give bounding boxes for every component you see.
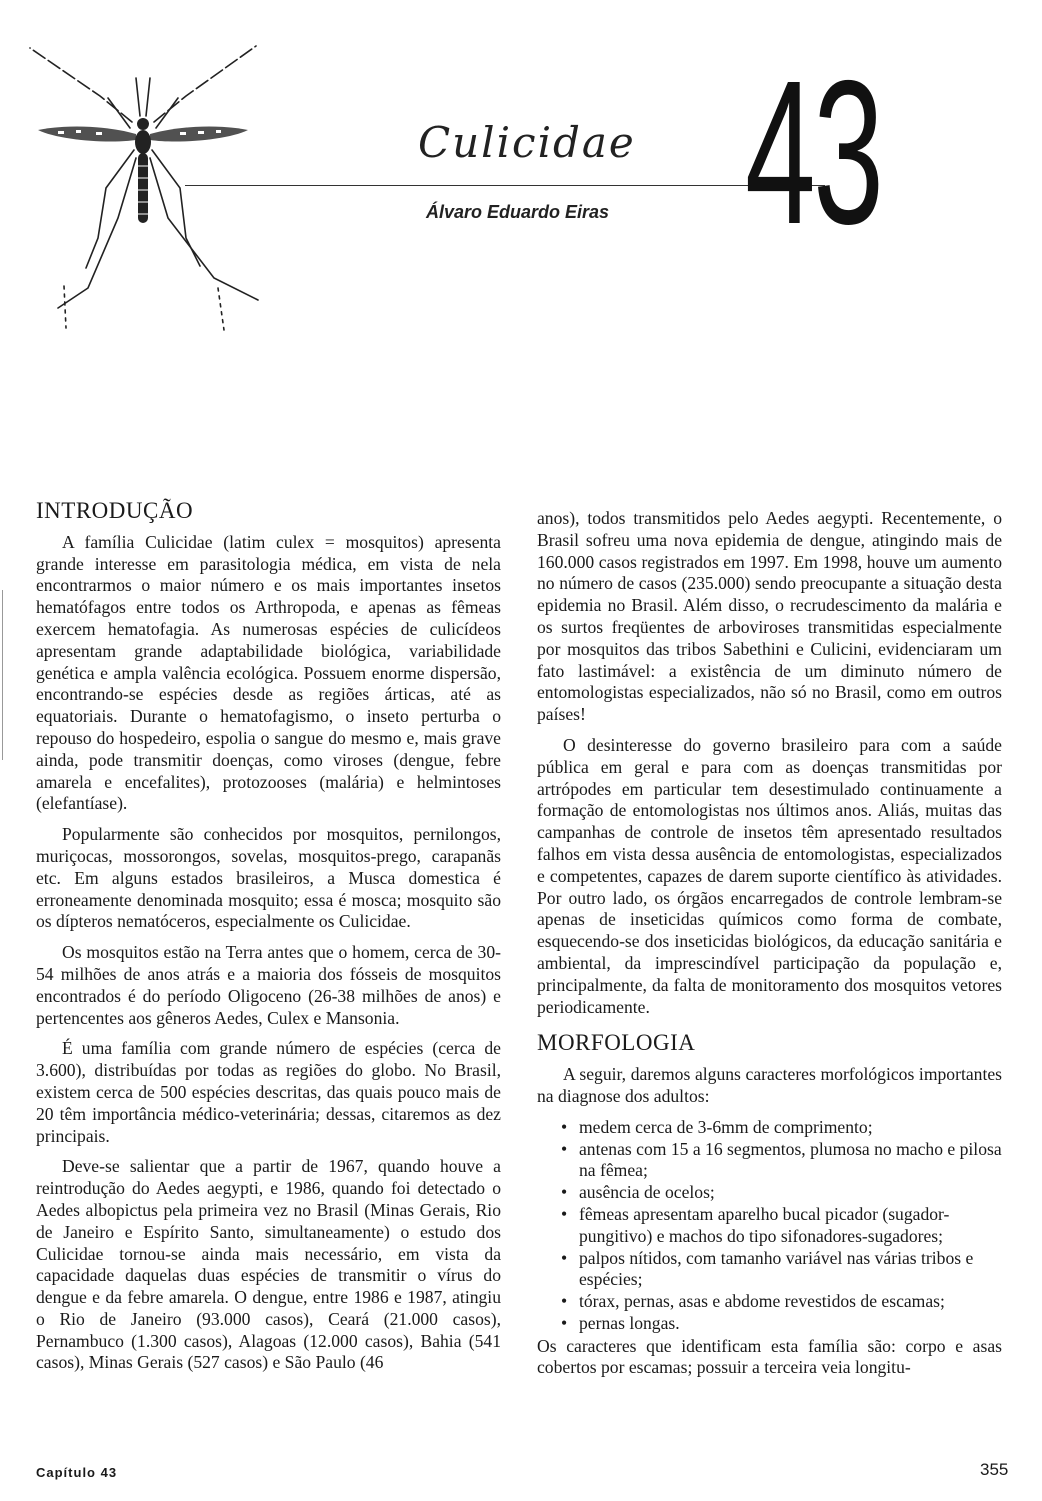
chapter-number: 43 [745,38,882,267]
intro-paragraph-3: Os mosquitos estão na Terra antes que o homem, cerca de 30-54 milhões de anos atrás e a maioria dos fósseis de mosquitos encontrados é do período Oligoceno (26-38 milhões de anos) e pertencentes aos gêneros Aedes, Culex e Mansonia. [36,942,501,1028]
chapter-author: Álvaro Eduardo Eiras [426,202,610,222]
list-item: • pernas longas. [561,1313,1002,1335]
morphology-heading: MORFOLOGIA [537,1030,696,1056]
intro-paragraph-2: Popularmente são conhecidos por mosquitos, pernilongos, muriçocas, mossorongos, sovelas, mosquitos-prego, carapanãs etc. Em alguns estados brasileiros, a Musca domestica é erroneamente denominada mosquito; essa é mosca; mosquito são os dípteros nematóceros, especialmente os Culicidae. [36,824,501,932]
scan-margin-mark [2,590,3,760]
list-item: • medem cerca de 3-6mm de comprimento; [561,1117,1002,1139]
list-item: • tórax, pernas, asas e abdome revestidos de escamas; [561,1291,1002,1313]
footer-chapter-label: Capítulo 43 [36,1465,118,1480]
list-item: • antenas com 15 a 16 segmentos, plumosa no macho e pilosa na fêmea; [561,1139,1002,1183]
intro-paragraph-6: anos), todos transmitidos pelo Aedes aegypti. Recentemente, o Brasil sofreu uma nova epidemia de dengue, atingindo mais de 160.000 casos registrados em 1997. Em 1998, houve um aumento no número de casos (235.000) sendo preocupante a situação desta epidemia no Brasil. Além disso, o recrudescimento da malária e os surtos freqüentes de arboviroses transmitidas especialmente por mosquitos das tribos Sabethini e Culicini, evidenciaram um fato lastimável: a existência de um diminuto número de entomologistas especializados, não só no Brasil, como em outros países! [537,508,1002,725]
list-item: • ausência de ocelos; [561,1182,1002,1204]
mosquito-illustration [18,38,268,338]
morphology-list [537,1117,1002,1335]
page-number: 355 [980,1460,1009,1479]
intro-paragraph-1: A família Culicidae (latim culex = mosquitos) apresenta grande interesse em parasitologia médica, em vista de nela encontrarmos o maior número e os mais importantes insetos hematófagos entre todos os Arthropoda, e apenas as fêmeas exercem hematofagia. As numerosas espécies de culicídeos apresentam grande adaptabilidade biológica, variabilidade genética e ampla valência ecológica. Possuem enorme dispersão, encontrando-se espécies desde as regiões árticas, até as equatoriais. Durante o hematofagismo, o inseto perturba o repouso do hospedeiro, espolia o sangue do mesmo e, mais grave ainda, pode transmitir doenças, como viroses (dengue, febre amarela e encefalites), protozooses (malária) e helmintoses (elefantíase). [36,531,501,814]
chapter-title: Culicidae [418,118,636,167]
right-column [537,508,1002,1388]
intro-paragraph-5: Deve-se salientar que a partir de 1967, quando houve a reintrodução do Aedes aegypti, e 1986, quando foi detectado o Aedes albopictus pela primeira vez no Brasil (Minas Gerais, Rio de Janeiro e Espírito Santo, simultaneamente) o estudo dos Culicidae tornou-se ainda mais necessário, em vista da capacidade daquelas duas espécies de transmitir o vírus do dengue e da febre amarela. O dengue, entre 1986 e 1987, atingiu o Rio de Janeiro (93.000 casos), Ceará (21.000 casos), Pernambuco (1.300 casos), Alagoas (12.000 casos), Bahia (541 casos), Minas Gerais (527 casos) e São Paulo (46 [36,1156,501,1373]
morphology-paragraph-1: A seguir, daremos alguns caracteres morfológicos importantes na diagnose dos adultos: [537,1064,1002,1106]
title-divider [185,185,825,186]
intro-heading: INTRODUÇÃO [36,498,194,523]
intro-paragraph-7: O desinteresse do governo brasileiro para com a saúde pública em geral e para com as doenças transmitidas por artrópodes em particular tem desestimulado continuamente a formação de entomologistas nos últimos anos. Aliás, muitas das campanhas de controle de insetos têm apresentado resultados falhos em vista dessa ausência de entomologistas, especializados e competentes, capazes de darem suporte científico às atividades. Por outro lado, os órgãos encarregados de controle lembram-se apenas de inseticidas químicos como forma de combate, esquecendo-se dos inseticidas biológicos, da educação sanitária e ambiental, da imprescindível participação da população e, principalmente, da falta de monitoramento dos mosquitos vetores periodicamente. [537,734,1002,1017]
morphology-paragraph-2: Os caracteres que identificam esta família são: corpo e asas cobertos por escamas; possuir a terceira veia longitu- [537,1335,1002,1378]
intro-paragraph-4: É uma família com grande número de espécies (cerca de 3.600), distribuídas por todas as regiões do globo. No Brasil, existem cerca de 500 espécies descritas, das quais pouco mais de 20 têm importância médico-veterinária; dessas, citaremos as dez principais. [36,1038,501,1146]
list-item: • palpos nítidos, com tamanho variável nas várias tribos e espécies; [561,1248,1002,1292]
left-column [36,500,501,1383]
list-item: • fêmeas apresentam aparelho bucal picador (sugador-pungitivo) e machos do tipo sifonadores-sugadores; [561,1204,1002,1248]
